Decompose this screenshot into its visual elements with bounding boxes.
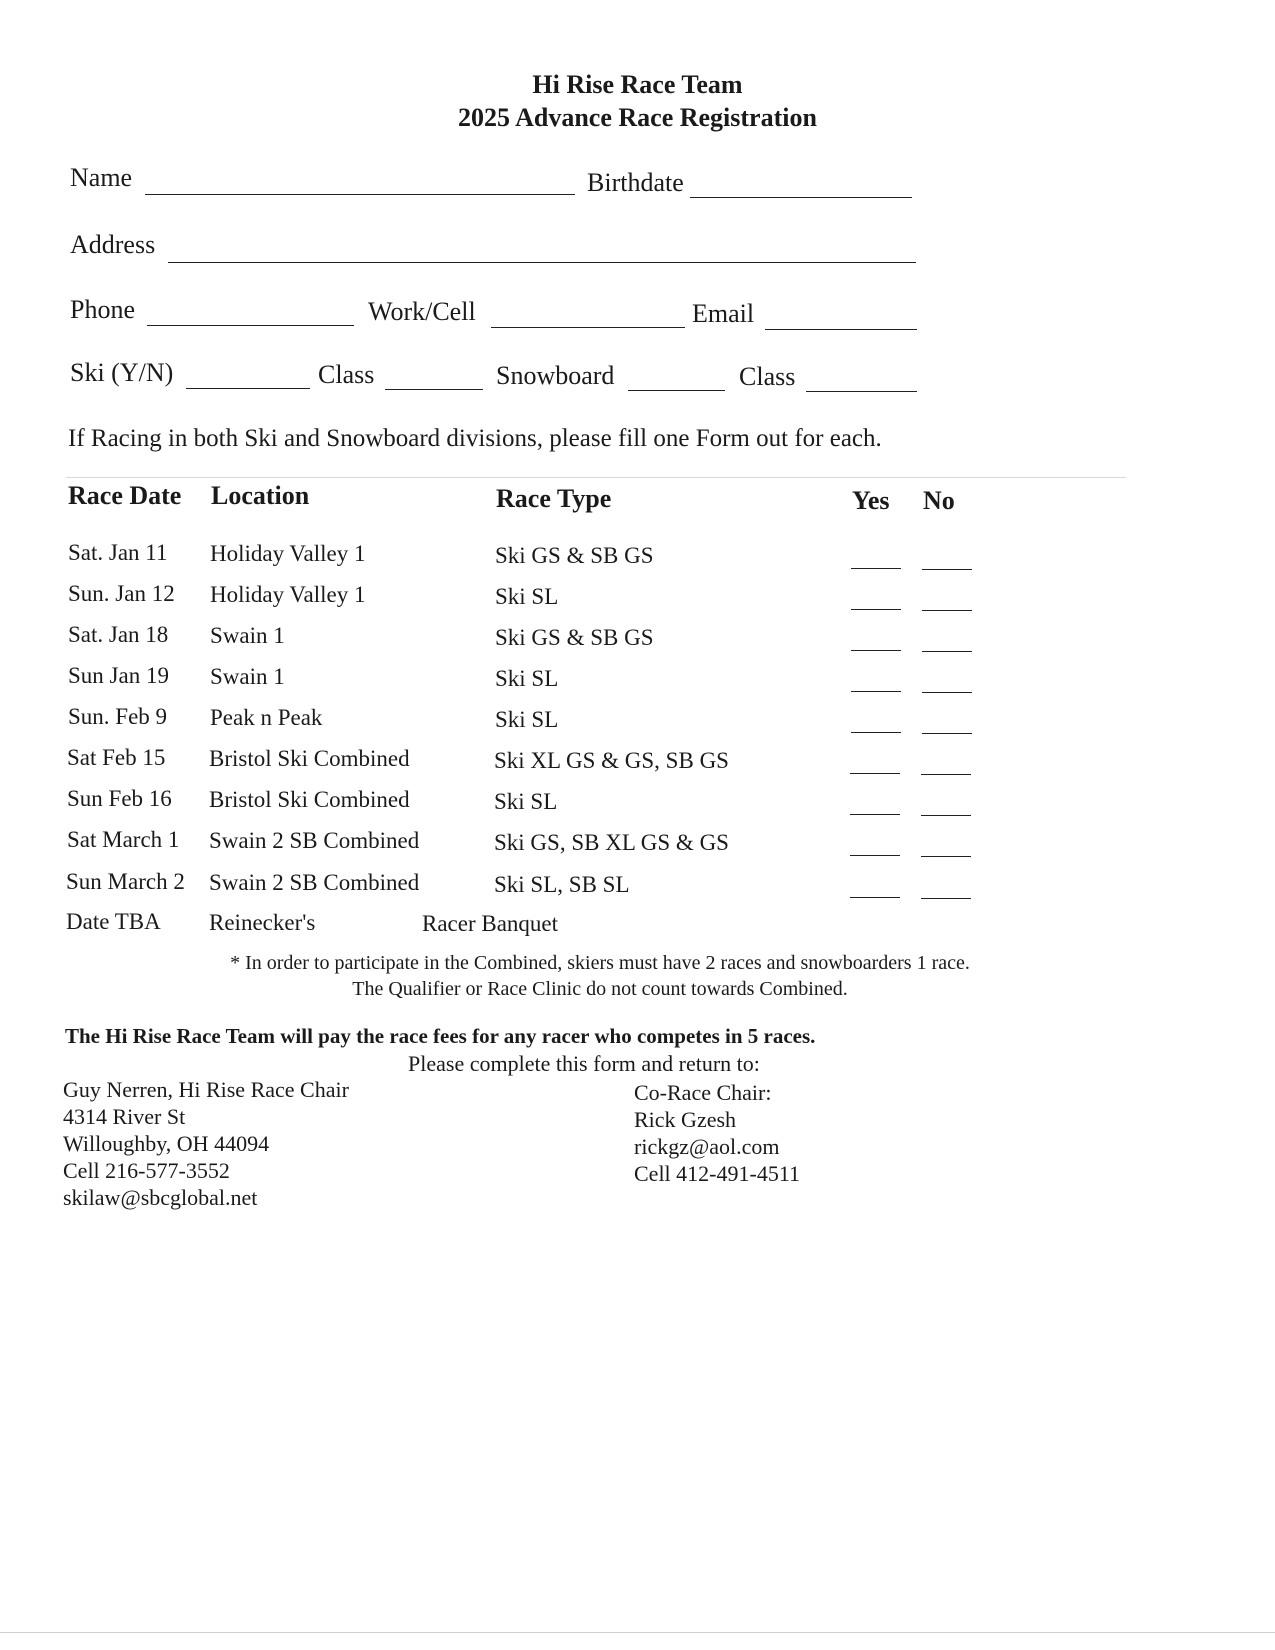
header-no: No: [923, 486, 955, 515]
name-label: Name: [70, 163, 133, 192]
row-location: Holiday Valley 1: [210, 541, 366, 566]
row-type: Ski GS & SB GS: [495, 543, 654, 568]
phone-label: Phone: [70, 295, 135, 324]
address-field[interactable]: [168, 262, 916, 263]
header-location: Location: [211, 481, 310, 510]
snowboard-field[interactable]: [628, 390, 725, 391]
contact-line: Cell 216-577-3552: [63, 1158, 230, 1183]
birthdate-label: Birthdate: [587, 168, 684, 197]
contact-line: Willoughby, OH 44094: [63, 1131, 270, 1156]
chair-contact: [63, 1076, 349, 1211]
yes-checkbox-line[interactable]: [851, 732, 901, 733]
birthdate-field[interactable]: [690, 197, 912, 198]
row-date: Sun March 2: [66, 869, 185, 894]
work-cell-field[interactable]: [491, 327, 685, 328]
contact-line: Cell 412-491-4511: [634, 1161, 800, 1186]
address-label: Address: [70, 230, 156, 259]
row-type: Ski SL: [495, 666, 559, 691]
email-label: Email: [692, 299, 755, 328]
row-date: Sun Feb 16: [67, 786, 172, 811]
yes-checkbox-line[interactable]: [851, 568, 901, 569]
co-chair-contact: [634, 1079, 800, 1187]
row-date: Sat Feb 15: [67, 745, 166, 770]
instruction-text: If Racing in both Ski and Snowboard divisions, please fill one Form out for each.: [68, 425, 882, 452]
scan-edge-line: [0, 1632, 1275, 1633]
row-type: Ski SL: [495, 707, 559, 732]
row-type: Ski SL, SB SL: [494, 872, 630, 897]
separator-line: [66, 477, 1126, 478]
combined-note-line1: * In order to participate in the Combined, skiers must have 2 races and snowboarders 1 race.: [230, 952, 970, 974]
header-yes: Yes: [852, 486, 890, 515]
yes-checkbox-line[interactable]: [851, 650, 901, 651]
form-subtitle: 2025 Advance Race Registration: [458, 103, 817, 132]
contact-line: Co-Race Chair:: [634, 1080, 772, 1105]
no-checkbox-line[interactable]: [921, 774, 971, 775]
no-checkbox-line[interactable]: [921, 856, 971, 857]
name-field[interactable]: [145, 194, 575, 195]
row-date: Sat March 1: [67, 827, 180, 852]
header-race-type: Race Type: [496, 484, 612, 513]
fee-statement: The Hi Rise Race Team will pay the race fees for any racer who competes in 5 races.: [65, 1024, 816, 1048]
row-location: Reinecker's: [209, 910, 316, 935]
contact-line: Guy Nerren, Hi Rise Race Chair: [63, 1077, 349, 1102]
yes-checkbox-line[interactable]: [851, 691, 901, 692]
row-type: Ski SL: [495, 584, 559, 609]
row-location: Swain 1: [210, 623, 285, 648]
row-date: Sun. Feb 9: [68, 704, 168, 729]
ski-yn-field[interactable]: [186, 388, 310, 389]
snowboard-label: Snowboard: [496, 361, 615, 390]
ski-yn-label: Ski (Y/N): [70, 358, 174, 387]
row-date: Sat. Jan 18: [68, 622, 169, 647]
no-checkbox-line[interactable]: [922, 692, 972, 693]
no-checkbox-line[interactable]: [922, 569, 972, 570]
row-date: Sun Jan 19: [68, 663, 169, 688]
row-location: Swain 2 SB Combined: [209, 828, 420, 853]
row-location: Bristol Ski Combined: [209, 787, 410, 812]
return-instruction: Please complete this form and return to:: [408, 1051, 760, 1076]
row-type: Ski GS, SB XL GS & GS: [494, 830, 729, 855]
contact-line: 4314 River St: [63, 1104, 186, 1129]
row-type: Ski XL GS & GS, SB GS: [494, 748, 729, 773]
row-location: Swain 1: [210, 664, 285, 689]
yes-checkbox-line[interactable]: [850, 897, 900, 898]
form-title: Hi Rise Race Team: [532, 70, 743, 99]
row-location: Bristol Ski Combined: [209, 746, 410, 771]
row-date: Date TBA: [66, 909, 161, 934]
header-race-date: Race Date: [68, 481, 182, 510]
no-checkbox-line[interactable]: [921, 898, 971, 899]
yes-checkbox-line[interactable]: [850, 814, 900, 815]
row-location: Holiday Valley 1: [210, 582, 366, 607]
contact-line: Rick Gzesh: [634, 1107, 737, 1132]
yes-checkbox-line[interactable]: [850, 855, 900, 856]
row-date: Sun. Jan 12: [68, 581, 175, 606]
no-checkbox-line[interactable]: [921, 815, 971, 816]
ski-class-label: Class: [318, 360, 375, 389]
row-type: Ski GS & SB GS: [495, 625, 654, 650]
no-checkbox-line[interactable]: [922, 651, 972, 652]
no-checkbox-line[interactable]: [922, 733, 972, 734]
phone-field[interactable]: [147, 325, 354, 326]
contact-email: skilaw@sbcglobal.net: [63, 1185, 258, 1210]
yes-checkbox-line[interactable]: [850, 773, 900, 774]
no-checkbox-line[interactable]: [922, 610, 972, 611]
ski-class-field[interactable]: [385, 389, 483, 390]
row-location: Swain 2 SB Combined: [209, 870, 420, 895]
snowboard-class-label: Class: [739, 362, 796, 391]
row-type: Ski SL: [494, 789, 558, 814]
row-date: Sat. Jan 11: [68, 540, 168, 565]
row-location: Peak n Peak: [210, 705, 323, 730]
contact-email: rickgz@aol.com: [634, 1134, 780, 1159]
email-field[interactable]: [765, 329, 917, 330]
row-type: Racer Banquet: [422, 911, 559, 936]
yes-checkbox-line[interactable]: [851, 609, 901, 610]
snowboard-class-field[interactable]: [806, 391, 917, 392]
combined-note-line2: The Qualifier or Race Clinic do not count towards Combined.: [352, 978, 848, 1000]
work-cell-label: Work/Cell: [368, 297, 476, 326]
